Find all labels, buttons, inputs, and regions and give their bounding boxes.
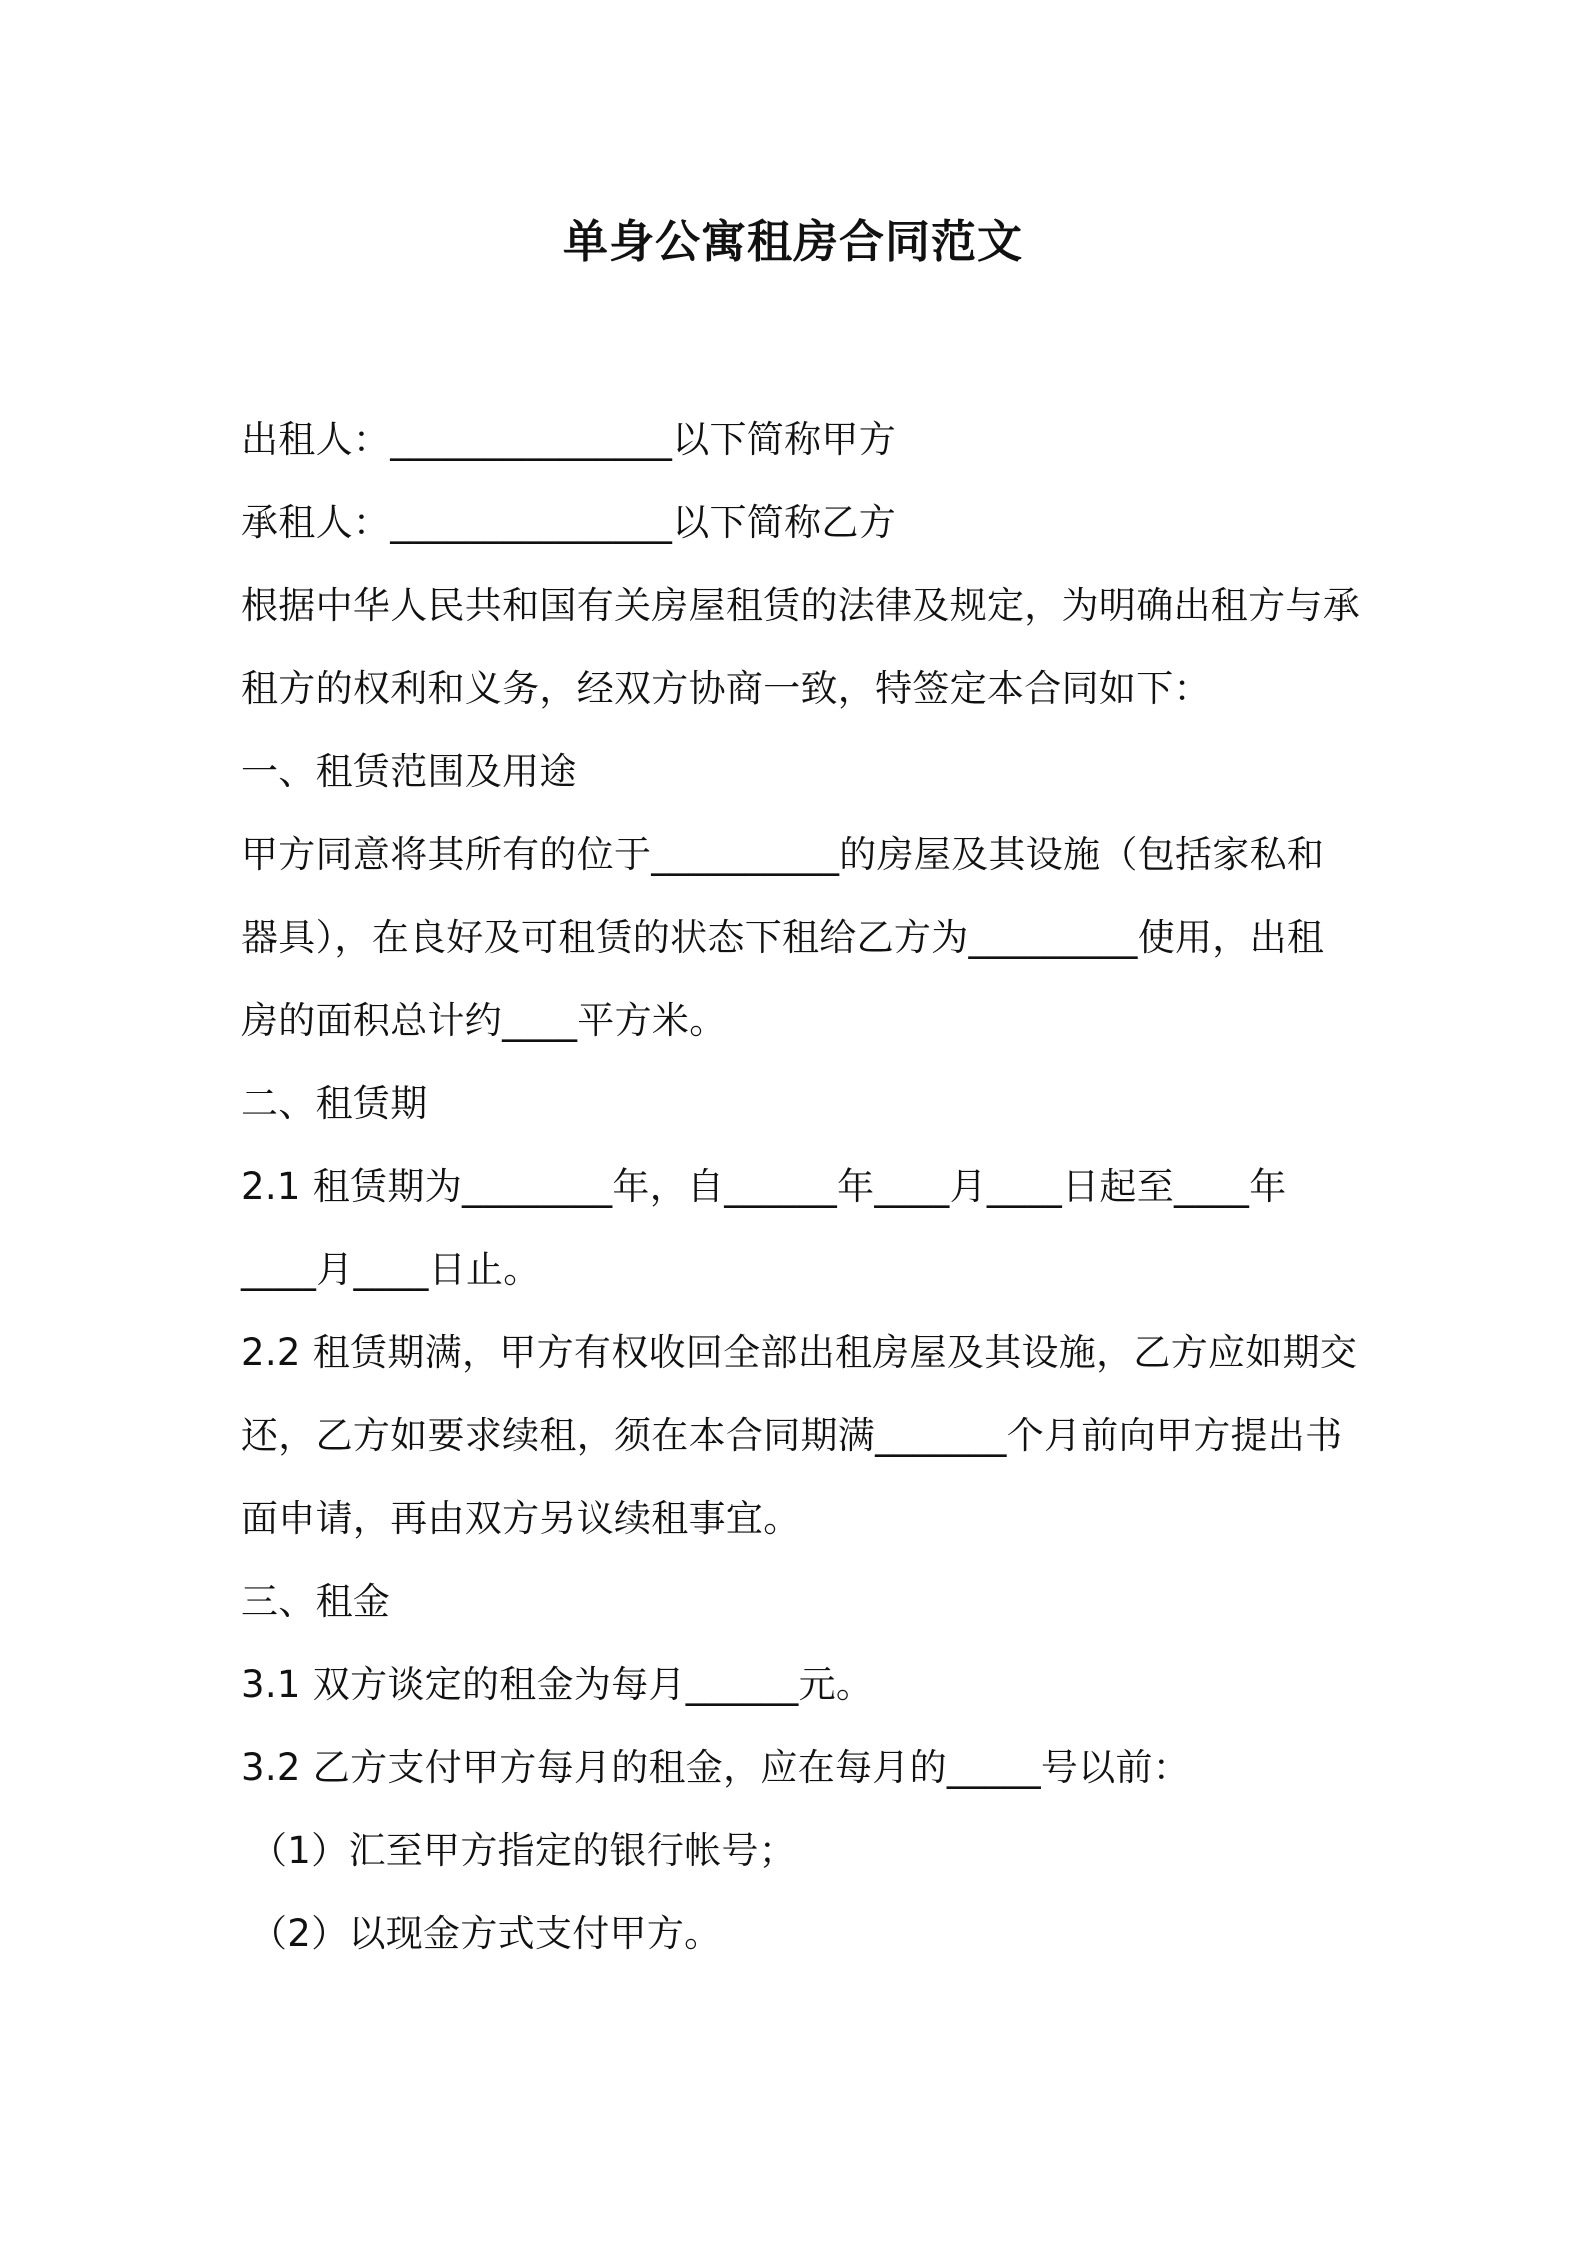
payment-option-2: （2）以现金方式支付甲方。 [250,1912,722,1955]
clause-2-1-line-1: 2.1 租赁期为________年，自______年____月____日起至____年 [241,1165,1287,1208]
clause-2-2-line-3: 面申请，再由双方另议续租事宜。 [241,1497,801,1540]
section-1-line-1: 甲方同意将其所有的位于__________的房屋及其设施（包括家私和 [241,833,1325,876]
clause-3-1: 3.1 双方谈定的租金为每月______元。 [241,1663,874,1706]
clause-2-1-line-2: ____月____日止。 [241,1248,541,1291]
section-1-heading: 一、租赁范围及用途 [241,750,577,793]
clause-2-2-line-1: 2.2 租赁期满，甲方有权收回全部出租房屋及其设施，乙方应如期交 [241,1331,1358,1374]
lessee-line: 承租人：_______________以下简称乙方 [241,501,896,544]
section-3-heading: 三、租金 [241,1580,391,1623]
lessor-line: 出租人：_______________以下简称甲方 [241,418,896,461]
document-title: 单身公寓租房合同范文 [562,215,1023,268]
clause-3-2: 3.2 乙方支付甲方每月的租金，应在每月的_____号以前： [241,1746,1191,1789]
section-1-line-2: 器具），在良好及可租赁的状态下租给乙方为_________使用，出租 [241,916,1325,959]
preamble-line-2: 租方的权利和义务，经双方协商一致，特签定本合同如下： [241,667,1211,710]
clause-2-2-line-2: 还，乙方如要求续租，须在本合同期满_______个月前向甲方提出书 [241,1414,1343,1457]
preamble-line-1: 根据中华人民共和国有关房屋租赁的法律及规定，为明确出租方与承 [241,584,1360,627]
section-2-heading: 二、租赁期 [241,1082,428,1125]
section-1-line-3: 房的面积总计约____平方米。 [241,999,727,1042]
payment-option-1: （1）汇至甲方指定的银行帐号； [250,1829,797,1872]
